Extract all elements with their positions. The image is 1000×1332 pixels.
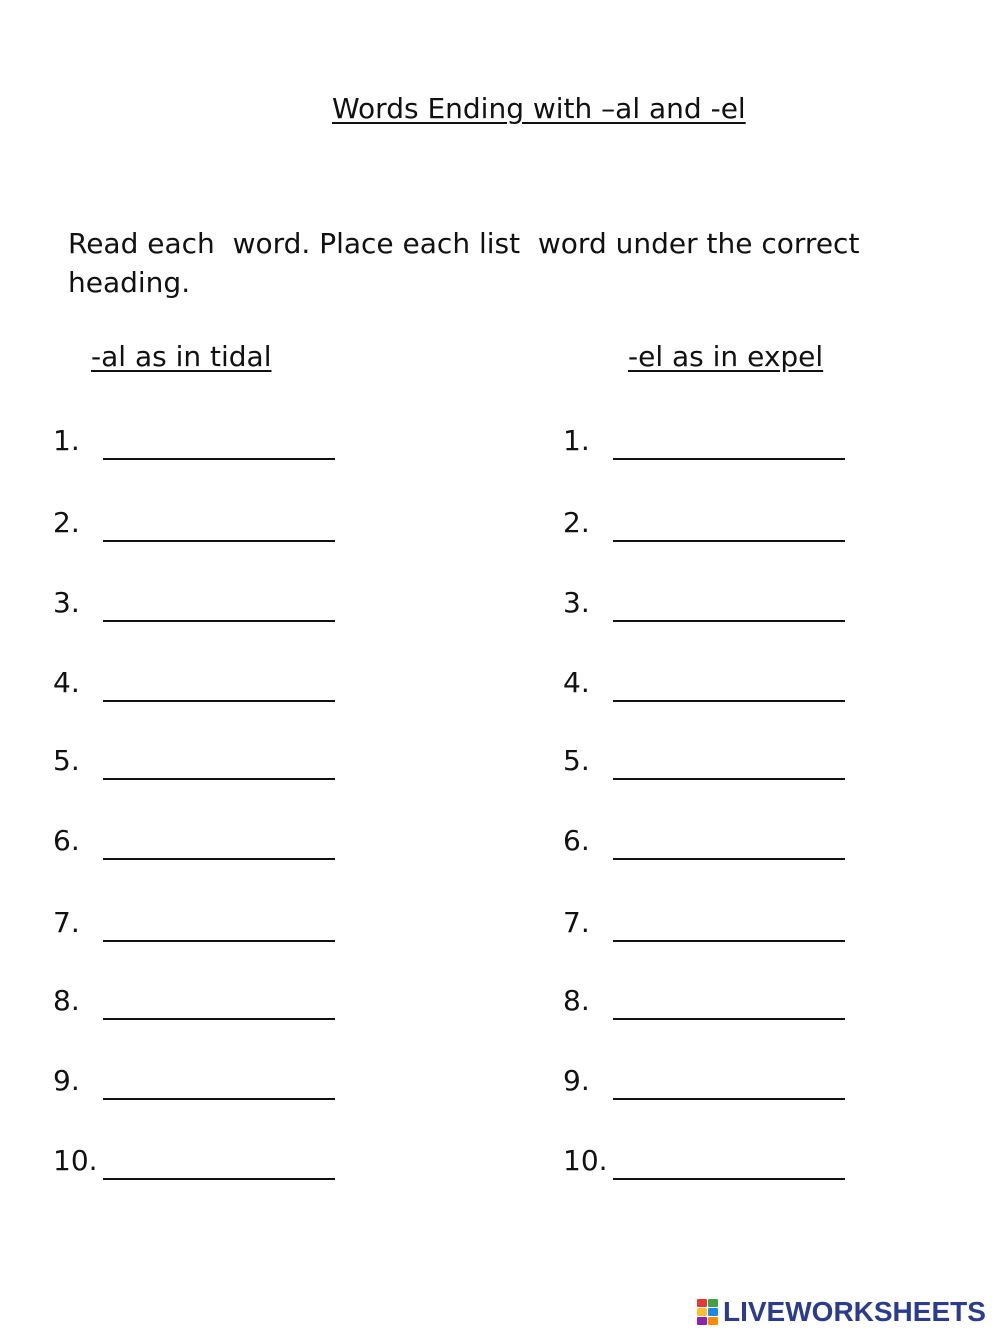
answer-blank[interactable]: [103, 620, 335, 622]
item-number: 6.: [563, 824, 590, 857]
item-number: 7.: [563, 906, 590, 939]
column-heading-el: -el as in expel: [628, 340, 824, 373]
answer-blank[interactable]: [613, 1098, 845, 1100]
liveworksheets-logo: [697, 1296, 986, 1328]
answer-blank[interactable]: [103, 940, 335, 942]
item-number: 9.: [53, 1064, 80, 1097]
logo-text: LIVEWORKSHEETS: [723, 1296, 986, 1327]
answer-blank[interactable]: [613, 940, 845, 942]
logo-block: [708, 1308, 718, 1316]
answer-blank[interactable]: [103, 458, 335, 460]
item-number: 3.: [53, 586, 80, 619]
item-number: 3.: [563, 586, 590, 619]
answer-blank[interactable]: [103, 858, 335, 860]
answer-blank[interactable]: [613, 778, 845, 780]
answer-blank[interactable]: [613, 1018, 845, 1020]
liveworksheets-blocks-icon: [697, 1299, 719, 1325]
answer-blank[interactable]: [103, 540, 335, 542]
item-number: 2.: [53, 506, 80, 539]
logo-block: [697, 1317, 707, 1325]
worksheet-title: Words Ending with –al and -el: [332, 92, 746, 125]
item-number: 10.: [563, 1144, 608, 1177]
item-number: 4.: [53, 666, 80, 699]
item-number: 8.: [563, 984, 590, 1017]
logo-block: [697, 1308, 707, 1316]
item-number: 7.: [53, 906, 80, 939]
item-number: 8.: [53, 984, 80, 1017]
answer-blank[interactable]: [613, 458, 845, 460]
logo-block: [708, 1317, 718, 1325]
logo-block: [697, 1299, 707, 1307]
item-number: 6.: [53, 824, 80, 857]
instructions-text: Read each word. Place each list word under the correct heading.: [68, 227, 860, 299]
item-number: 5.: [563, 744, 590, 777]
answer-blank[interactable]: [103, 1018, 335, 1020]
item-number: 10.: [53, 1144, 98, 1177]
answer-blank[interactable]: [613, 858, 845, 860]
answer-blank[interactable]: [103, 700, 335, 702]
answer-blank[interactable]: [613, 620, 845, 622]
answer-blank[interactable]: [613, 700, 845, 702]
item-number: 1.: [53, 424, 80, 457]
answer-blank[interactable]: [613, 540, 845, 542]
answer-blank[interactable]: [103, 778, 335, 780]
column-heading-al: -al as in tidal: [91, 340, 272, 373]
answer-blank[interactable]: [103, 1098, 335, 1100]
item-number: 9.: [563, 1064, 590, 1097]
answer-blank[interactable]: [613, 1178, 845, 1180]
answer-blank[interactable]: [103, 1178, 335, 1180]
item-number: 1.: [563, 424, 590, 457]
item-number: 4.: [563, 666, 590, 699]
item-number: 2.: [563, 506, 590, 539]
logo-block: [708, 1299, 718, 1307]
item-number: 5.: [53, 744, 80, 777]
